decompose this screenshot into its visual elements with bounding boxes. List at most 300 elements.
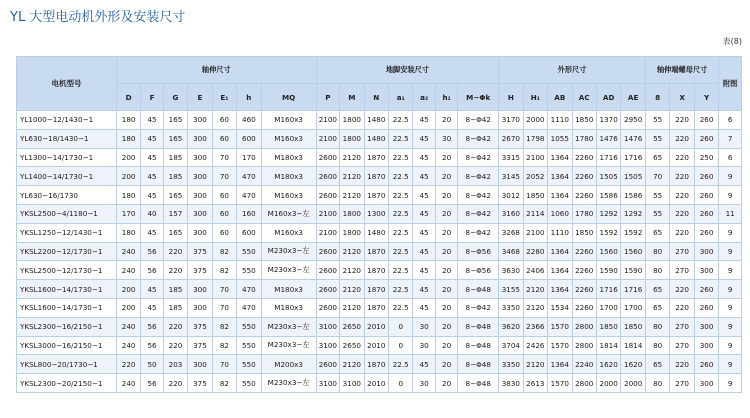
table-cell: 2010 <box>364 336 388 355</box>
table-cell: 470 <box>237 298 261 317</box>
table-cell: 220 <box>670 280 694 299</box>
table-cell: 8−Φ42 <box>458 186 499 205</box>
header-bolt: 轴伸端螺母尺寸 <box>645 57 718 84</box>
table-cell: 7 <box>719 129 742 148</box>
table-cell: 200 <box>116 148 140 167</box>
table-cell: 300 <box>188 204 212 223</box>
table-cell: 45 <box>141 223 163 242</box>
table-cell: 20 <box>435 317 457 336</box>
table-cell: M230x3−左 <box>261 374 316 393</box>
table-cell: 260 <box>694 111 718 130</box>
table-cell: 300 <box>188 280 212 299</box>
table-cell: 1364 <box>548 355 572 374</box>
table-cell: 220 <box>670 204 694 223</box>
header-foot: 地脚安装尺寸 <box>316 57 498 84</box>
table-cell: 2260 <box>572 298 596 317</box>
table-cell: 2260 <box>572 148 596 167</box>
table-cell: 11 <box>719 204 742 223</box>
table-cell: 8−Φ48 <box>458 336 499 355</box>
table-cell: 45 <box>141 111 163 130</box>
subheader-bolt-2: Y <box>694 84 718 111</box>
table-cell: 3620 <box>499 317 523 336</box>
table-cell: 8−Φ42 <box>458 148 499 167</box>
table-cell: 2260 <box>572 280 596 299</box>
table-cell: 220 <box>670 129 694 148</box>
table-cell: 80 <box>645 374 669 393</box>
table-cell: 30 <box>413 317 435 336</box>
table-cell: 9 <box>719 298 742 317</box>
table-cell: 20 <box>435 111 457 130</box>
table-cell: 60 <box>212 111 236 130</box>
table-cell: 1700 <box>621 298 646 317</box>
table-cell: 550 <box>237 355 261 374</box>
table-cell: 8−Φ42 <box>458 298 499 317</box>
table-number: 表(8) <box>722 37 742 46</box>
table-cell: 300 <box>188 223 212 242</box>
table-cell: 220 <box>163 242 187 261</box>
table-cell: M230x3−左 <box>261 242 316 261</box>
table-cell: 240 <box>116 336 140 355</box>
subheader-foot-4: a₂ <box>413 84 435 111</box>
table-cell: 1800 <box>340 129 364 148</box>
table-cell: 8−Φ42 <box>458 223 499 242</box>
table-cell: 45 <box>413 355 435 374</box>
table-cell: 2100 <box>316 129 339 148</box>
table-cell: 1716 <box>621 280 646 299</box>
header-outline: 外形尺寸 <box>499 57 646 84</box>
table-cell: 1480 <box>364 129 388 148</box>
table-cell: 2240 <box>572 355 596 374</box>
table-cell: 1592 <box>621 223 646 242</box>
table-cell: 6 <box>719 111 742 130</box>
table-cell: M180x3 <box>261 148 316 167</box>
table-row <box>17 298 742 317</box>
table-cell: 70 <box>212 298 236 317</box>
table-cell: 2600 <box>316 261 339 280</box>
table-cell: 9 <box>719 355 742 374</box>
table-cell: 1800 <box>340 204 364 223</box>
table-cell: 220 <box>670 148 694 167</box>
table-cell: 9 <box>719 186 742 205</box>
table-cell: 2120 <box>340 186 364 205</box>
table-cell: 3350 <box>499 298 523 317</box>
table-cell: 180 <box>116 223 140 242</box>
table-cell: 2366 <box>523 317 547 336</box>
table-cell: 22.5 <box>389 355 413 374</box>
table-cell: 1480 <box>364 223 388 242</box>
table-cell: 20 <box>435 298 457 317</box>
table-cell: 70 <box>645 167 669 186</box>
table-cell: 1700 <box>596 298 620 317</box>
table-cell: 80 <box>645 317 669 336</box>
cell-model: YKSL1600−14/1730−1 <box>17 280 117 299</box>
table-cell: 260 <box>694 223 718 242</box>
table-cell: 9 <box>719 374 742 393</box>
table-cell: 2600 <box>316 186 339 205</box>
table-cell: 22.5 <box>389 261 413 280</box>
table-cell: 45 <box>413 148 435 167</box>
table-cell: 300 <box>188 129 212 148</box>
table-cell: 240 <box>116 242 140 261</box>
cell-model: YKSL2300−16/2150−1 <box>17 317 117 336</box>
table-cell: 80 <box>645 242 669 261</box>
table-cell: 1814 <box>596 336 620 355</box>
table-cell: 2120 <box>523 280 547 299</box>
table-cell: 1800 <box>340 111 364 130</box>
table-row <box>17 204 742 223</box>
table-cell: 50 <box>141 355 163 374</box>
table-cell: 260 <box>694 129 718 148</box>
table-cell: 82 <box>212 336 236 355</box>
table-cell: 20 <box>435 167 457 186</box>
table-cell: M160x3−左 <box>261 204 316 223</box>
table-cell: 220 <box>670 298 694 317</box>
table-cell: 300 <box>694 374 718 393</box>
table-cell: 2100 <box>523 223 547 242</box>
table-cell: 2260 <box>572 242 596 261</box>
subheader-foot-5: h₁ <box>435 84 457 111</box>
table-cell: M160x3 <box>261 223 316 242</box>
table-cell: 70 <box>212 167 236 186</box>
cell-model: YKSL1250−12/1430−1 <box>17 223 117 242</box>
table-cell: 22.5 <box>389 298 413 317</box>
table-cell: 82 <box>212 317 236 336</box>
table-cell: 1060 <box>548 204 572 223</box>
table-cell: 550 <box>237 242 261 261</box>
table-cell: 1870 <box>364 355 388 374</box>
table-cell: 1780 <box>572 129 596 148</box>
table-cell: 3468 <box>499 242 523 261</box>
subheader-foot-6: M−Φk <box>458 84 499 111</box>
table-cell: 45 <box>413 242 435 261</box>
table-cell: 220 <box>163 336 187 355</box>
table-cell: 55 <box>645 204 669 223</box>
table-cell: 70 <box>212 148 236 167</box>
table-cell: 1586 <box>621 186 646 205</box>
table-cell: 2100 <box>316 223 339 242</box>
table-cell: 1370 <box>596 111 620 130</box>
table-cell: 185 <box>163 167 187 186</box>
table-cell: 260 <box>694 355 718 374</box>
table-cell: 56 <box>141 261 163 280</box>
table-cell: 1620 <box>596 355 620 374</box>
table-cell: 0 <box>389 374 413 393</box>
table-cell: 165 <box>163 223 187 242</box>
table-cell: 2010 <box>364 317 388 336</box>
subheader-shaft-4: E₁ <box>212 84 236 111</box>
table-cell: 1870 <box>364 280 388 299</box>
table-cell: 2650 <box>340 336 364 355</box>
table-cell: 470 <box>237 280 261 299</box>
table-cell: 165 <box>163 186 187 205</box>
table-cell: 260 <box>694 167 718 186</box>
table-cell: 1364 <box>548 280 572 299</box>
table-cell: 375 <box>188 374 212 393</box>
table-cell: 170 <box>237 148 261 167</box>
table-row <box>17 111 742 130</box>
table-cell: 9 <box>719 261 742 280</box>
table-cell: 8−Φ42 <box>458 111 499 130</box>
page-title: YL 大型电动机外形及安装尺寸 <box>10 10 186 25</box>
table-cell: 8−Φ42 <box>458 167 499 186</box>
table-cell: 2100 <box>316 111 339 130</box>
table-cell: M180x3 <box>261 298 316 317</box>
cell-model: YKSL3000−16/2150−1 <box>17 336 117 355</box>
table-cell: 600 <box>237 223 261 242</box>
table-cell: 2426 <box>523 336 547 355</box>
table-cell: 270 <box>670 317 694 336</box>
table-cell: M160x3 <box>261 186 316 205</box>
table-cell: M230x3−左 <box>261 317 316 336</box>
table-cell: 165 <box>163 111 187 130</box>
table-cell: 30 <box>435 129 457 148</box>
table-cell: 375 <box>188 261 212 280</box>
table-cell: 30 <box>413 374 435 393</box>
table-cell: 550 <box>237 317 261 336</box>
table-cell: 300 <box>694 317 718 336</box>
table-cell: 22.5 <box>389 204 413 223</box>
table-cell: 1364 <box>548 167 572 186</box>
table-cell: 220 <box>670 186 694 205</box>
table-cell: 550 <box>237 261 261 280</box>
table-cell: 22.5 <box>389 111 413 130</box>
table-cell: 157 <box>163 204 187 223</box>
table-cell: 2052 <box>523 167 547 186</box>
table-cell: 65 <box>645 355 669 374</box>
table-cell: 220 <box>163 317 187 336</box>
table-cell: 45 <box>413 261 435 280</box>
table-cell: 20 <box>435 261 457 280</box>
table-cell: 1870 <box>364 242 388 261</box>
subheader-outline-1: H₁ <box>523 84 547 111</box>
table-cell: 1850 <box>523 186 547 205</box>
table-cell: 2120 <box>340 298 364 317</box>
table-cell: 240 <box>116 374 140 393</box>
table-cell: 45 <box>413 186 435 205</box>
table-cell: 22.5 <box>389 148 413 167</box>
table-cell: M230x3−左 <box>261 336 316 355</box>
table-cell: 2280 <box>523 242 547 261</box>
subheader-shaft-0: D <box>116 84 140 111</box>
table-cell: 1300 <box>364 204 388 223</box>
table-cell: 1716 <box>621 148 646 167</box>
table-cell: 1570 <box>548 374 572 393</box>
table-cell: 2670 <box>499 129 523 148</box>
table-cell: 45 <box>413 167 435 186</box>
table-cell: 2120 <box>340 148 364 167</box>
table-cell: 2260 <box>572 261 596 280</box>
table-cell: 2600 <box>316 167 339 186</box>
table-cell: 180 <box>116 111 140 130</box>
table-row <box>17 355 742 374</box>
table-cell: 200 <box>116 167 140 186</box>
table-cell: 55 <box>645 111 669 130</box>
table-cell: 1364 <box>548 242 572 261</box>
table-row <box>17 374 742 393</box>
table-cell: 1870 <box>364 148 388 167</box>
table-cell: M200x3 <box>261 355 316 374</box>
table-cell: 1870 <box>364 167 388 186</box>
table-cell: 270 <box>670 242 694 261</box>
table-cell: 20 <box>435 148 457 167</box>
table-cell: 300 <box>188 186 212 205</box>
table-cell: 8−Φ48 <box>458 280 499 299</box>
cell-model: YL1300−14/1730−1 <box>17 148 117 167</box>
table-cell: 250 <box>694 148 718 167</box>
table-cell: 20 <box>435 204 457 223</box>
table-cell: 3100 <box>316 317 339 336</box>
table-cell: 375 <box>188 317 212 336</box>
table-cell: 8−Φ48 <box>458 355 499 374</box>
table-cell: 45 <box>141 129 163 148</box>
table-cell: 3170 <box>499 111 523 130</box>
table-cell: 65 <box>645 280 669 299</box>
table-cell: 55 <box>645 186 669 205</box>
table-cell: 3630 <box>499 261 523 280</box>
header-figure: 附图 <box>719 57 742 111</box>
table-cell: 1476 <box>621 129 646 148</box>
cell-model: YL1000−12/1430−1 <box>17 111 117 130</box>
table-cell: 20 <box>435 280 457 299</box>
table-cell: 8−Φ48 <box>458 374 499 393</box>
subheader-bolt-1: X <box>670 84 694 111</box>
header-shaft: 轴伸尺寸 <box>116 57 316 84</box>
table-cell: 56 <box>141 317 163 336</box>
table-cell: 220 <box>163 261 187 280</box>
table-cell: 1780 <box>572 204 596 223</box>
table-cell: 1590 <box>621 261 646 280</box>
table-cell: 2120 <box>340 280 364 299</box>
table-cell: 3155 <box>499 280 523 299</box>
table-cell: 1870 <box>364 261 388 280</box>
subheader-shaft-1: F <box>141 84 163 111</box>
table-cell: 45 <box>141 148 163 167</box>
subheader-outline-4: AD <box>596 84 620 111</box>
table-cell: 2613 <box>523 374 547 393</box>
table-cell: 2000 <box>523 111 547 130</box>
table-cell: 2260 <box>572 186 596 205</box>
table-cell: 260 <box>694 186 718 205</box>
table-cell: 82 <box>212 374 236 393</box>
table-cell: 1592 <box>596 223 620 242</box>
table-cell: 22.5 <box>389 129 413 148</box>
table-cell: 30 <box>413 336 435 355</box>
header-model: 电机型号 <box>17 57 117 111</box>
table-cell: 22.5 <box>389 242 413 261</box>
table-cell: 22.5 <box>389 223 413 242</box>
table-cell: 300 <box>188 298 212 317</box>
subheader-shaft-6: MQ <box>261 84 316 111</box>
subheader-shaft-3: E <box>188 84 212 111</box>
table-cell: 1364 <box>548 186 572 205</box>
subheader-bolt-0: 8 <box>645 84 669 111</box>
table-cell: 1800 <box>340 223 364 242</box>
table-cell: 270 <box>670 336 694 355</box>
table-cell: 8−Φ48 <box>458 317 499 336</box>
subheader-outline-3: AC <box>572 84 596 111</box>
table-cell: 9 <box>719 317 742 336</box>
table-cell: 2120 <box>340 261 364 280</box>
subheader-outline-2: AB <box>548 84 572 111</box>
cell-model: YKSL2500−4/1180−1 <box>17 204 117 223</box>
table-cell: 9 <box>719 336 742 355</box>
table-cell: 1505 <box>621 167 646 186</box>
table-cell: 2406 <box>523 261 547 280</box>
cell-model: YL630−18/1430−1 <box>17 129 117 148</box>
table-cell: 22.5 <box>389 167 413 186</box>
table-cell: 220 <box>670 223 694 242</box>
table-cell: M160x3 <box>261 129 316 148</box>
table-cell: 185 <box>163 298 187 317</box>
table-cell: 60 <box>212 129 236 148</box>
table-cell: 300 <box>188 167 212 186</box>
subheader-outline-5: AE <box>621 84 646 111</box>
table-cell: 220 <box>670 355 694 374</box>
cell-model: YKSL2500−12/1730−1 <box>17 261 117 280</box>
table-row <box>17 186 742 205</box>
table-cell: 2600 <box>316 280 339 299</box>
table-cell: 550 <box>237 336 261 355</box>
table-cell: 60 <box>212 223 236 242</box>
table-cell: 260 <box>694 280 718 299</box>
table-cell: 2010 <box>364 374 388 393</box>
table-cell: 1292 <box>596 204 620 223</box>
table-cell: 2950 <box>621 111 646 130</box>
table-cell: 1850 <box>572 111 596 130</box>
table-cell: 55 <box>645 129 669 148</box>
table-cell: 45 <box>141 280 163 299</box>
cell-model: YKSL2200−12/1730−1 <box>17 242 117 261</box>
table-cell: 20 <box>435 355 457 374</box>
table-cell: 56 <box>141 242 163 261</box>
table-cell: 2650 <box>340 317 364 336</box>
table-cell: 0 <box>389 317 413 336</box>
table-cell: 3830 <box>499 374 523 393</box>
table-cell: 470 <box>237 167 261 186</box>
table-cell: 185 <box>163 280 187 299</box>
table-cell: 1570 <box>548 317 572 336</box>
table-cell: 22.5 <box>389 186 413 205</box>
table-cell: 1364 <box>548 261 572 280</box>
table-cell: 2000 <box>621 374 646 393</box>
table-cell: 3012 <box>499 186 523 205</box>
table-cell: 2800 <box>572 317 596 336</box>
table-cell: 3315 <box>499 148 523 167</box>
subheader-row <box>17 84 742 111</box>
table-cell: 2120 <box>340 242 364 261</box>
table-cell: 2800 <box>572 374 596 393</box>
table-cell: 260 <box>694 298 718 317</box>
table-cell: 220 <box>163 374 187 393</box>
table-cell: 9 <box>719 167 742 186</box>
table-cell: 82 <box>212 242 236 261</box>
table-cell: 0 <box>389 336 413 355</box>
table-cell: 1505 <box>596 167 620 186</box>
table-cell: 2120 <box>523 298 547 317</box>
table-cell: 45 <box>413 280 435 299</box>
table-cell: 8−Φ56 <box>458 261 499 280</box>
table-cell: 2260 <box>572 167 596 186</box>
table-cell: 20 <box>435 186 457 205</box>
table-row <box>17 129 742 148</box>
table-cell: 2000 <box>596 374 620 393</box>
table-cell: 375 <box>188 336 212 355</box>
table-cell: 65 <box>645 298 669 317</box>
table-cell: 260 <box>694 204 718 223</box>
table-cell: 220 <box>670 167 694 186</box>
table-cell: 165 <box>163 129 187 148</box>
table-cell: M180x3 <box>261 167 316 186</box>
